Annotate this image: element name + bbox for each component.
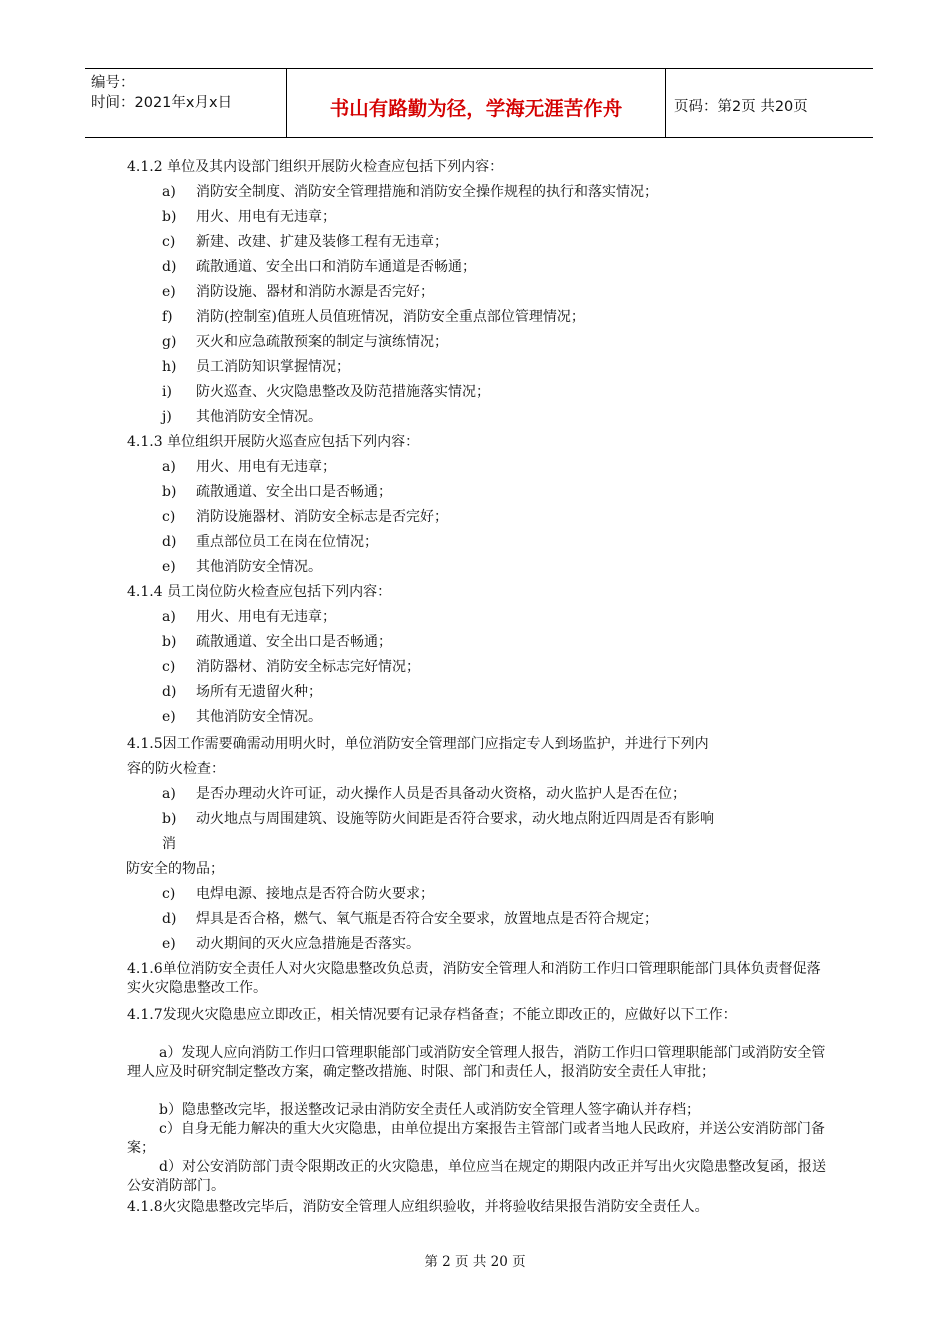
list-item: d) 焊具是否合格，燃气、氧气瓶是否符合安全要求，放置地点是否符合规定； bbox=[162, 911, 658, 927]
header-number-label: 编号： bbox=[91, 75, 135, 91]
section-4-1-7-item-c: c）自身无能力解决的重大火灾隐患，由单位提出方案报告主管部门或者当地人民政府，并送公安消防部门备案； bbox=[127, 1121, 825, 1156]
list-item: i) 防火巡查、火灾隐患整改及防范措施落实情况； bbox=[162, 384, 490, 400]
list-item: c) 电焊电源、接地点是否符合防火要求； bbox=[162, 886, 434, 902]
header-motto: 书山有路勤为径，学海无涯苦作舟 bbox=[329, 97, 623, 120]
list-item: a) 用火、用电有无违章； bbox=[162, 609, 336, 625]
section-heading-4-1-5: 4.1.5因工作需要确需动用明火时，单位消防安全管理部门应指定专人到场监护，并进行下列内 bbox=[127, 736, 709, 752]
list-item: e) 动火期间的灭火应急措施是否落实。 bbox=[162, 936, 420, 952]
section-paragraph-4-1-6: 4.1.6单位消防安全责任人对火灾隐患整改负总责，消防安全管理人和消防工作归口管理职能部门具体负责督促落实火灾隐患整改工作。 bbox=[127, 961, 821, 996]
list-item: c) 消防设施器材、消防安全标志是否完好； bbox=[162, 509, 448, 525]
header-page-cell bbox=[666, 69, 873, 137]
header-meta bbox=[85, 69, 286, 137]
header-page-label: 页码：第2页 共20页 bbox=[674, 99, 808, 115]
document-header bbox=[85, 68, 873, 138]
header-time-label: 时间：2021年x月x日 bbox=[91, 95, 233, 111]
list-item-wrap: 消 bbox=[162, 836, 176, 852]
section-heading-4-1-7: 4.1.7发现火灾隐患应立即改正，相关情况要有记录存档备查；不能立即改正的，应做好以下工作： bbox=[127, 1007, 737, 1023]
list-item: b) 动火地点与周围建筑、设施等防火间距是否符合要求，动火地点附近四周是否有影响 bbox=[162, 811, 714, 827]
section-heading-4-1-2: 4.1.2 单位及其内设部门组织开展防火检查应包括下列内容： bbox=[127, 159, 504, 175]
list-item: c) 新建、改建、扩建及装修工程有无违章； bbox=[162, 234, 448, 250]
list-item: d) 疏散通道、安全出口和消防车通道是否畅通； bbox=[162, 259, 476, 275]
list-item: a) 用火、用电有无违章； bbox=[162, 459, 336, 475]
list-item: b) 用火、用电有无违章； bbox=[162, 209, 336, 225]
list-item: a) 消防安全制度、消防安全管理措施和消防安全操作规程的执行和落实情况； bbox=[162, 184, 658, 200]
list-item: e) 其他消防安全情况。 bbox=[162, 709, 322, 725]
list-item: f) 消防(控制室)值班人员值班情况，消防安全重点部位管理情况； bbox=[162, 309, 585, 325]
section-heading-4-1-5-cont: 容的防火检查： bbox=[127, 761, 225, 777]
list-item: b) 疏散通道、安全出口是否畅通； bbox=[162, 634, 392, 650]
list-item: d) 重点部位员工在岗在位情况； bbox=[162, 534, 378, 550]
section-4-1-7-item-a: a）发现人应向消防工作归口管理职能部门或消防安全管理人报告，消防工作归口管理职能部门或消防安全管理人应及时研究制定整改方案，确定整改措施、时限、部门和责任人，报消防安全责任人审批； bbox=[127, 1045, 826, 1080]
section-heading-4-1-3: 4.1.3 单位组织开展防火巡查应包括下列内容： bbox=[127, 434, 420, 450]
list-item: a) 是否办理动火许可证，动火操作人员是否具备动火资格，动火监护人是否在位； bbox=[162, 786, 686, 802]
list-item: j) 其他消防安全情况。 bbox=[162, 409, 322, 425]
list-item: h) 员工消防知识掌握情况； bbox=[162, 359, 350, 375]
page-footer: 第 2 页 共 20 页 bbox=[424, 1254, 526, 1270]
list-item: d) 场所有无遗留火种； bbox=[162, 684, 322, 700]
list-item: e) 其他消防安全情况。 bbox=[162, 559, 322, 575]
section-heading-4-1-4: 4.1.4 员工岗位防火检查应包括下列内容： bbox=[127, 584, 392, 600]
list-item: g) 灭火和应急疏散预案的制定与演练情况； bbox=[162, 334, 448, 350]
list-item-wrap: 防安全的物品； bbox=[126, 861, 224, 877]
list-item: c) 消防器材、消防安全标志完好情况； bbox=[162, 659, 420, 675]
header-motto-cell bbox=[286, 69, 666, 137]
list-item: b) 疏散通道、安全出口是否畅通； bbox=[162, 484, 392, 500]
section-4-1-7-item-b: b）隐患整改完毕，报送整改记录由消防安全责任人或消防安全管理人签字确认并存档； bbox=[159, 1102, 700, 1118]
section-paragraph-4-1-8: 4.1.8火灾隐患整改完毕后，消防安全管理人应组织验收，并将验收结果报告消防安全责任人。 bbox=[127, 1199, 709, 1215]
list-item: e) 消防设施、器材和消防水源是否完好； bbox=[162, 284, 434, 300]
section-4-1-7-item-d: d）对公安消防部门责令限期改正的火灾隐患，单位应当在规定的期限内改正并写出火灾隐患整改复函，报送公安消防部门。 bbox=[127, 1159, 826, 1194]
